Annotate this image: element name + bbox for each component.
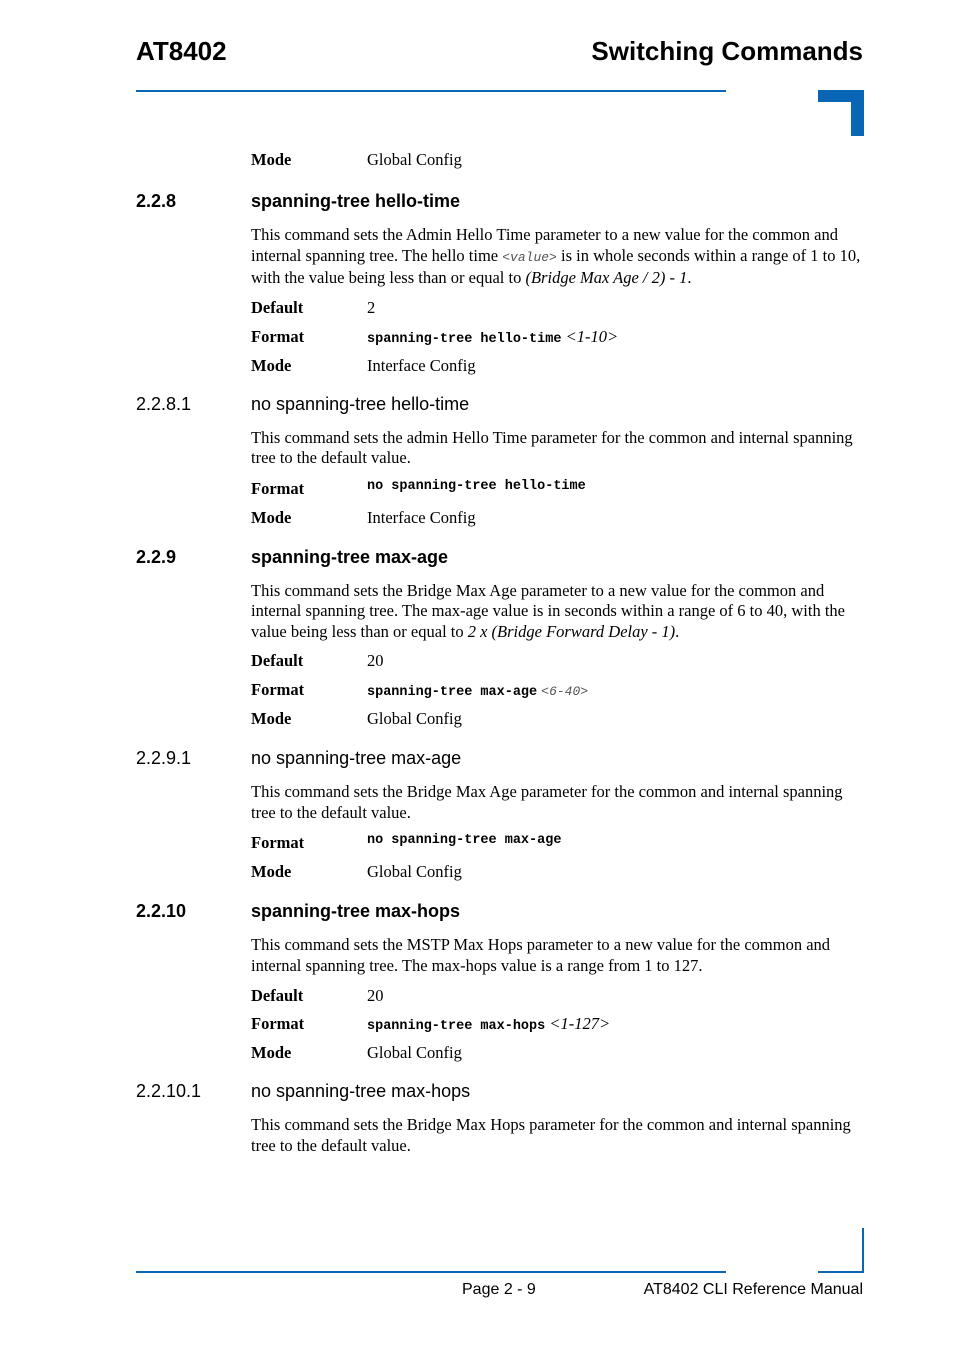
mode-row: Mode Global Config: [251, 862, 462, 881]
section-description: This command sets the Bridge Max Hops parameter for the common and internal spanning tree to the default value.: [251, 1115, 851, 1155]
section-heading: 2.2.9 spanning-tree max-age: [136, 546, 449, 567]
footer-rule: [136, 1271, 726, 1273]
footer-document-title: AT8402 CLI Reference Manual: [643, 1281, 863, 1298]
page-content: [136, 150, 864, 1156]
section-description: This command sets the Admin Hello Time parameter to a new value for the common and internal spanning tree. The hello time <value> is in whole seconds within a range of 1 to 10, with the value being less than or equal to (Bridge Max Age / 2) - 1.: [251, 225, 861, 287]
subsection-heading: 2.2.10.1 no spanning-tree max-hops: [136, 1081, 471, 1101]
corner-mark-top-vertical: [851, 90, 864, 136]
format-row: Format spanning-tree max-hops <1-127>: [251, 1014, 611, 1034]
default-value: 2: [367, 297, 376, 317]
default-row: Default 2: [251, 297, 376, 317]
format-row: Format spanning-tree max-age <6-40>: [251, 680, 589, 700]
header-chapter: Switching Commands: [591, 36, 863, 66]
mode-row: Mode Interface Config: [251, 507, 476, 527]
section-heading: 2.2.10 spanning-tree max-hops: [136, 901, 461, 921]
header-rule: [136, 90, 726, 92]
mode-label: Mode: [251, 150, 292, 169]
format-row: Format spanning-tree hello-time <1-10>: [251, 326, 619, 347]
section-number: 2.2.8: [136, 191, 177, 211]
header-product: AT8402: [136, 36, 227, 66]
top-mode-row: [251, 150, 864, 170]
section-description: This command sets the Bridge Max Age parameter for the common and internal spanning tree to the default value.: [251, 782, 843, 822]
section-title: spanning-tree hello-time: [251, 191, 461, 211]
section-description: This command sets the MSTP Max Hops parameter to a new value for the common and internal spanning tree. The max-hops value is a range from 1 to 127.: [251, 935, 831, 975]
corner-mark-bottom: [862, 1228, 864, 1273]
format-row: Format no spanning-tree hello-time: [251, 478, 586, 498]
default-row: Default 20: [251, 651, 384, 670]
mode-row: Mode Global Config: [251, 1043, 462, 1062]
mode-value: Global Config: [367, 150, 462, 169]
format-value: no spanning-tree hello-time: [367, 478, 586, 494]
format-value: spanning-tree hello-time <1-10>: [367, 326, 619, 347]
format-row: Format no spanning-tree max-age: [251, 833, 562, 852]
section-description: This command sets the admin Hello Time parameter for the common and internal spanning tree to the default value.: [251, 427, 853, 467]
footer-page-number: Page 2 - 9: [462, 1281, 536, 1298]
mode-row: Mode Global Config: [251, 709, 462, 728]
subsection-heading: 2.2.8.1 no spanning-tree hello-time: [136, 393, 470, 414]
default-row: Default 20: [251, 986, 384, 1005]
section-description: This command sets the Bridge Max Age parameter to a new value for the common and internal spanning tree. The max-age value is in seconds within a range of 6 to 40, with the value being less than or equal to 2 x (Bridge Forward Delay - 1).: [251, 580, 845, 641]
subsection-heading: 2.2.9.1 no spanning-tree max-age: [136, 748, 462, 768]
mode-value: Interface Config: [367, 355, 476, 375]
section-heading: [136, 191, 864, 213]
mode-row: Mode Interface Config: [251, 355, 476, 375]
corner-mark-bottom-horizontal: [818, 1271, 864, 1273]
